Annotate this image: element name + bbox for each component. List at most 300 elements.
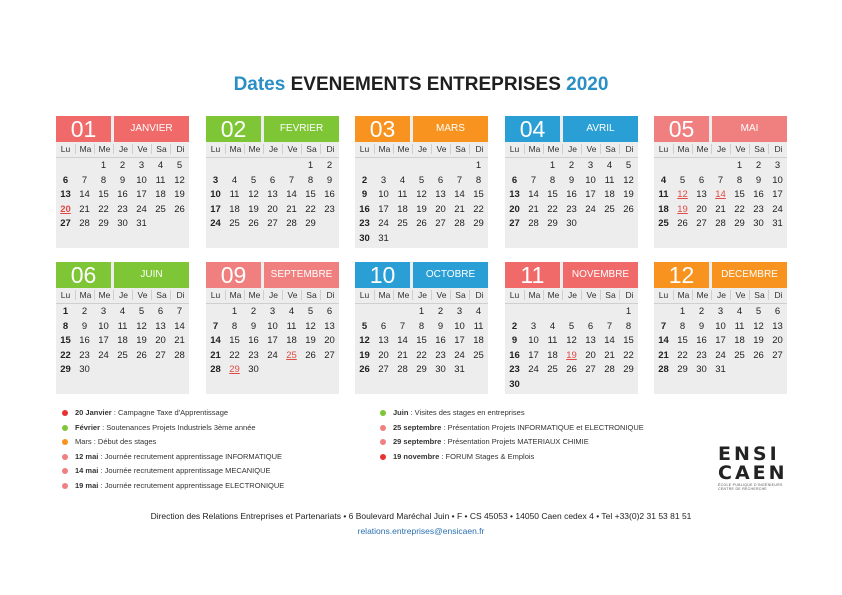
day-cell: 22 — [305, 203, 316, 215]
day-cell: 1 — [549, 160, 556, 171]
day-cell: 27 — [155, 349, 166, 361]
weekday-label: Di — [170, 290, 190, 300]
weekday-label: Ve — [581, 144, 601, 154]
month-header — [56, 262, 189, 288]
day-cell: 30 — [435, 364, 446, 376]
legend-date: Juin — [393, 408, 409, 417]
day-cell: 17 — [454, 335, 465, 347]
day-cell: 9 — [119, 174, 126, 186]
day-cell: 20 — [509, 203, 520, 215]
weekday-label: Sa — [151, 144, 171, 154]
weekday-header — [56, 144, 189, 158]
day-cell: 30 — [566, 218, 577, 230]
weekday-label: Me — [543, 144, 563, 154]
day-cell: 17 — [585, 189, 596, 201]
weekday-label: Ma — [524, 290, 544, 300]
day-cell: 29 — [60, 364, 71, 376]
month-avril — [505, 116, 638, 248]
month-janvier — [56, 116, 189, 248]
day-cell: 26 — [566, 364, 577, 376]
day-cell: 14 — [658, 335, 669, 347]
day-cell: 21 — [454, 203, 465, 215]
day-cell: 18 — [155, 189, 166, 201]
day-cell: 9 — [250, 320, 257, 332]
day-cell: 24 — [528, 364, 539, 376]
day-cell: 1 — [475, 160, 482, 171]
weekday-label: Di — [619, 144, 639, 154]
weekday-label: Di — [768, 290, 788, 300]
month-number: 05 — [654, 116, 709, 142]
day-cell: 26 — [174, 203, 185, 215]
weekday-label: Lu — [210, 290, 221, 300]
weekday-label: Ma — [75, 144, 95, 154]
day-cell: 30 — [753, 218, 764, 230]
weekday-label: Sa — [151, 290, 171, 300]
legend-date: 19 mai — [75, 480, 99, 490]
weekday-label: Ve — [581, 290, 601, 300]
day-cell: 13 — [696, 189, 707, 201]
event-day: 12 — [677, 189, 688, 201]
day-cell: 11 — [286, 320, 297, 332]
month-header — [505, 116, 638, 142]
day-cell: 15 — [229, 335, 240, 347]
footer-address: Direction des Relations Entreprises et Partenariats • 6 Boulevard Maréchal Juin • F • CS 45053 • 14050 Caen cedex 4 • Tel +33(0)2 31 53 81 51 — [150, 511, 692, 521]
day-cell: 9 — [326, 174, 333, 186]
weekday-header — [654, 290, 787, 304]
day-cell: 31 — [715, 364, 726, 376]
day-cell: 23 — [248, 349, 259, 361]
day-cell: 20 — [155, 335, 166, 347]
weekday-label: Di — [320, 290, 340, 300]
day-cell: 7 — [288, 174, 295, 186]
day-cell: 24 — [267, 349, 278, 361]
month-name: SEPTEMBRE — [264, 262, 339, 288]
day-cell: 23 — [566, 203, 577, 215]
day-cell: 14 — [174, 320, 185, 332]
weekday-label: Ma — [673, 144, 693, 154]
weekday-label: Ve — [730, 290, 750, 300]
logo-line-ensi: ENSI — [718, 443, 780, 465]
day-cell: 8 — [418, 320, 425, 332]
day-cell: 27 — [60, 218, 71, 230]
weekday-label: Ma — [75, 290, 95, 300]
day-cell: 20 — [267, 203, 278, 215]
day-cell: 5 — [250, 174, 257, 186]
day-cell: 2 — [698, 306, 705, 317]
month-header — [654, 116, 787, 142]
legend-item — [62, 423, 256, 432]
weekday-label: Ma — [374, 290, 394, 300]
day-cell: 22 — [547, 203, 558, 215]
legend-item — [380, 423, 644, 432]
weekday-header — [206, 144, 339, 158]
day-cell: 30 — [509, 379, 520, 390]
weekday-label: Lu — [210, 144, 221, 154]
bullet-dot-icon — [62, 425, 68, 431]
day-cell: 12 — [174, 174, 185, 186]
month-header — [654, 262, 787, 288]
month-header — [206, 116, 339, 142]
weekday-label: Je — [113, 290, 133, 300]
month-number: 10 — [355, 262, 410, 288]
weekday-header — [56, 290, 189, 304]
day-cell: 3 — [717, 306, 724, 317]
day-cell: 25 — [117, 349, 128, 361]
day-cell: 23 — [359, 218, 370, 230]
day-cell: 7 — [176, 306, 183, 317]
logo-tagline: ÉCOLE PUBLIQUE D'INGÉNIEURS CENTRE DE RECHERCHE — [718, 483, 783, 491]
day-cell: 29 — [473, 218, 484, 230]
day-cell: 3 — [212, 174, 219, 186]
day-cell: 8 — [100, 174, 107, 186]
weekday-label: Sa — [749, 144, 769, 154]
weekday-label: Lu — [509, 144, 520, 154]
day-cell: 26 — [753, 349, 764, 361]
legend-text: : FORUM Stages & Emplois — [439, 451, 535, 461]
day-cell: 18 — [734, 335, 745, 347]
day-cell: 15 — [416, 335, 427, 347]
month-name: OCTOBRE — [413, 262, 488, 288]
day-cell: 28 — [79, 218, 90, 230]
day-cell: 26 — [136, 349, 147, 361]
weekday-label: Me — [692, 144, 712, 154]
month-header — [505, 262, 638, 288]
weekday-label: Di — [320, 144, 340, 154]
weekday-label: Lu — [60, 290, 71, 300]
day-cell: 4 — [475, 306, 482, 317]
weekday-label: Me — [244, 144, 264, 154]
day-cell: 12 — [566, 335, 577, 347]
weekday-header — [505, 144, 638, 158]
event-day: 20 — [60, 203, 71, 215]
title-part-year: 2020 — [566, 74, 609, 95]
weekday-label: Me — [543, 290, 563, 300]
month-mai — [654, 116, 787, 248]
day-cell: 7 — [81, 174, 88, 186]
day-cell: 18 — [286, 335, 297, 347]
day-cell: 5 — [138, 306, 145, 317]
day-cell: 4 — [157, 160, 164, 171]
day-cell: 18 — [658, 203, 669, 215]
day-cell: 22 — [677, 349, 688, 361]
day-cell: 25 — [658, 218, 669, 230]
day-cell: 3 — [269, 306, 276, 317]
day-cell: 18 — [547, 349, 558, 361]
day-cell: 9 — [81, 320, 88, 332]
day-cell: 20 — [585, 349, 596, 361]
day-cell: 10 — [136, 174, 147, 186]
day-cell: 24 — [136, 203, 147, 215]
day-cell: 14 — [286, 189, 297, 201]
day-cell: 29 — [547, 218, 558, 230]
day-cell: 16 — [696, 335, 707, 347]
day-cell: 8 — [62, 320, 69, 332]
day-cell: 20 — [435, 203, 446, 215]
day-cell: 21 — [604, 349, 615, 361]
day-cell: 12 — [416, 189, 427, 201]
day-cell: 3 — [100, 306, 107, 317]
day-cell: 26 — [248, 218, 259, 230]
day-cell: 3 — [774, 160, 781, 171]
day-cell: 24 — [378, 218, 389, 230]
day-cell: 15 — [473, 189, 484, 201]
day-cell: 18 — [229, 203, 240, 215]
month-name: FEVRIER — [264, 116, 339, 142]
legend-text: : Présentation Projets MATERIAUX CHIMIE — [441, 437, 589, 446]
event-day: 19 — [677, 203, 688, 215]
day-cell: 11 — [397, 189, 408, 201]
legend-text: : Soutenances Projets Industriels 3ème année — [100, 422, 256, 432]
day-cell: 6 — [157, 306, 164, 317]
weekday-label: Je — [412, 290, 432, 300]
legend-date: 12 mai — [75, 451, 99, 461]
day-cell: 28 — [715, 218, 726, 230]
day-cell: 23 — [79, 349, 90, 361]
weekday-label: Sa — [600, 144, 620, 154]
day-cell: 27 — [378, 364, 389, 376]
day-cell: 10 — [267, 320, 278, 332]
day-cell: 22 — [60, 349, 71, 361]
legend-date: 14 mai — [75, 466, 99, 475]
weekday-label: Di — [619, 290, 639, 300]
day-cell: 5 — [361, 320, 368, 332]
weekday-label: Je — [711, 144, 731, 154]
weekday-header — [355, 290, 488, 304]
day-cell: 10 — [210, 189, 221, 201]
weekday-label: Me — [692, 290, 712, 300]
day-cell: 23 — [117, 203, 128, 215]
day-cell: 13 — [585, 335, 596, 347]
day-cell: 16 — [753, 189, 764, 201]
bullet-dot-icon — [62, 483, 68, 489]
day-cell: 25 — [229, 218, 240, 230]
month-name: NOVEMBRE — [563, 262, 638, 288]
month-name: MAI — [712, 116, 787, 142]
day-cell: 24 — [772, 203, 783, 215]
day-cell: 4 — [288, 306, 295, 317]
month-number: 01 — [56, 116, 111, 142]
day-cell: 31 — [136, 218, 147, 230]
logo-line-caen: CAEN — [718, 462, 788, 484]
weekday-label: Sa — [749, 290, 769, 300]
weekday-label: Me — [94, 290, 114, 300]
page-title — [0, 74, 842, 96]
day-cell: 28 — [397, 364, 408, 376]
weekday-label: Ve — [282, 290, 302, 300]
weekday-label: Lu — [359, 290, 370, 300]
bullet-dot-icon — [62, 454, 68, 460]
day-cell: 14 — [397, 335, 408, 347]
weekday-label: Di — [768, 144, 788, 154]
day-cell: 3 — [380, 174, 387, 186]
day-cell: 29 — [305, 218, 316, 230]
weekday-label: Ve — [431, 144, 451, 154]
day-cell: 1 — [625, 306, 632, 317]
day-cell: 10 — [454, 320, 465, 332]
day-cell: 3 — [456, 306, 463, 317]
day-cell: 9 — [361, 189, 368, 201]
legend-date: 19 novembre — [393, 451, 440, 461]
event-day: 25 — [286, 349, 297, 361]
day-cell: 14 — [604, 335, 615, 347]
day-cell: 17 — [378, 203, 389, 215]
weekday-label: Ve — [431, 290, 451, 300]
day-cell: 30 — [117, 218, 128, 230]
day-cell: 25 — [473, 349, 484, 361]
weekday-label: Ma — [225, 290, 245, 300]
day-cell: 24 — [585, 203, 596, 215]
day-cell: 6 — [326, 306, 333, 317]
day-cell: 3 — [530, 320, 537, 332]
day-cell: 2 — [511, 320, 518, 332]
day-cell: 6 — [774, 306, 781, 317]
day-cell: 2 — [81, 306, 88, 317]
day-cell: 28 — [454, 218, 465, 230]
day-cell: 1 — [100, 160, 107, 171]
day-cell: 5 — [307, 306, 314, 317]
month-name: JUIN — [114, 262, 189, 288]
day-cell: 13 — [60, 189, 71, 201]
day-cell: 16 — [248, 335, 259, 347]
day-cell: 5 — [755, 306, 762, 317]
day-cell: 16 — [117, 189, 128, 201]
legend-item — [62, 437, 156, 446]
day-cell: 13 — [324, 320, 335, 332]
day-cell: 8 — [307, 174, 314, 186]
day-cell: 4 — [231, 174, 238, 186]
month-number: 06 — [56, 262, 111, 288]
day-cell: 1 — [679, 306, 686, 317]
bullet-dot-icon — [62, 439, 68, 445]
day-cell: 2 — [437, 306, 444, 317]
day-cell: 13 — [772, 320, 783, 332]
day-cell: 17 — [136, 189, 147, 201]
weekday-label: Sa — [600, 290, 620, 300]
day-cell: 7 — [212, 320, 219, 332]
day-cell: 26 — [305, 349, 316, 361]
day-cell: 21 — [286, 203, 297, 215]
weekday-label: Je — [412, 144, 432, 154]
day-cell: 25 — [734, 349, 745, 361]
day-cell: 27 — [772, 349, 783, 361]
weekday-label: Je — [711, 290, 731, 300]
day-cell: 19 — [753, 335, 764, 347]
weekday-header — [505, 290, 638, 304]
day-cell: 19 — [359, 349, 370, 361]
legend-item — [62, 408, 228, 417]
day-cell: 10 — [585, 174, 596, 186]
day-cell: 14 — [210, 335, 221, 347]
weekday-label: Je — [263, 290, 283, 300]
day-cell: 25 — [604, 203, 615, 215]
weekday-label: Ve — [132, 144, 152, 154]
day-cell: 8 — [679, 320, 686, 332]
weekday-label: Sa — [301, 290, 321, 300]
month-number: 11 — [505, 262, 560, 288]
day-cell: 16 — [509, 349, 520, 361]
day-cell: 31 — [772, 218, 783, 230]
day-cell: 11 — [604, 174, 615, 186]
day-cell: 17 — [528, 349, 539, 361]
day-cell: 24 — [454, 349, 465, 361]
legend-item — [62, 481, 284, 490]
event-day: 29 — [229, 364, 240, 376]
day-cell: 14 — [79, 189, 90, 201]
day-cell: 16 — [79, 335, 90, 347]
weekday-label: Di — [170, 144, 190, 154]
bullet-dot-icon — [62, 468, 68, 474]
day-cell: 17 — [267, 335, 278, 347]
day-cell: 6 — [587, 320, 594, 332]
day-cell: 1 — [307, 160, 314, 171]
month-header — [56, 116, 189, 142]
day-cell: 20 — [324, 335, 335, 347]
day-cell: 2 — [250, 306, 257, 317]
day-cell: 11 — [658, 189, 669, 201]
day-cell: 5 — [679, 174, 686, 186]
day-cell: 30 — [359, 233, 370, 244]
day-cell: 9 — [437, 320, 444, 332]
day-cell: 26 — [359, 364, 370, 376]
day-cell: 12 — [305, 320, 316, 332]
day-cell: 15 — [547, 189, 558, 201]
month-header — [355, 116, 488, 142]
day-cell: 29 — [623, 364, 634, 376]
title-part-events: EVENEMENTS ENTREPRISES — [290, 74, 561, 95]
day-cell: 6 — [380, 320, 387, 332]
day-cell: 29 — [734, 218, 745, 230]
weekday-label: Lu — [658, 290, 669, 300]
day-cell: 3 — [587, 160, 594, 171]
legend-text: : Journée recrutement apprentissage INFORMATIQUE — [98, 451, 283, 461]
weekday-label: Ma — [524, 144, 544, 154]
day-cell: 13 — [435, 189, 446, 201]
day-cell: 9 — [755, 174, 762, 186]
day-cell: 13 — [509, 189, 520, 201]
day-cell: 9 — [698, 320, 705, 332]
bullet-dot-icon — [380, 439, 386, 445]
day-cell: 10 — [528, 335, 539, 347]
day-cell: 2 — [326, 160, 333, 171]
bullet-dot-icon — [62, 410, 68, 416]
weekday-label: Sa — [450, 144, 470, 154]
bullet-dot-icon — [380, 454, 386, 460]
day-cell: 3 — [138, 160, 145, 171]
day-cell: 17 — [210, 203, 221, 215]
day-cell: 15 — [734, 189, 745, 201]
day-cell: 4 — [736, 306, 743, 317]
footer-email[interactable]: relations.entreprises@ensicaen.fr — [357, 526, 485, 536]
day-cell: 28 — [210, 364, 221, 376]
day-cell: 1 — [736, 160, 743, 171]
month-name: MARS — [413, 116, 488, 142]
day-cell: 12 — [753, 320, 764, 332]
day-cell: 19 — [174, 189, 185, 201]
day-cell: 4 — [119, 306, 126, 317]
day-cell: 4 — [606, 160, 613, 171]
day-cell: 27 — [267, 218, 278, 230]
day-cell: 22 — [734, 203, 745, 215]
day-cell: 1 — [231, 306, 238, 317]
day-cell: 20 — [772, 335, 783, 347]
month-name: AVRIL — [563, 116, 638, 142]
day-cell: 1 — [62, 306, 69, 317]
month-name: JANVIER — [114, 116, 189, 142]
weekday-label: Me — [393, 290, 413, 300]
day-cell: 19 — [305, 335, 316, 347]
weekday-label: Ve — [730, 144, 750, 154]
day-cell: 5 — [568, 320, 575, 332]
